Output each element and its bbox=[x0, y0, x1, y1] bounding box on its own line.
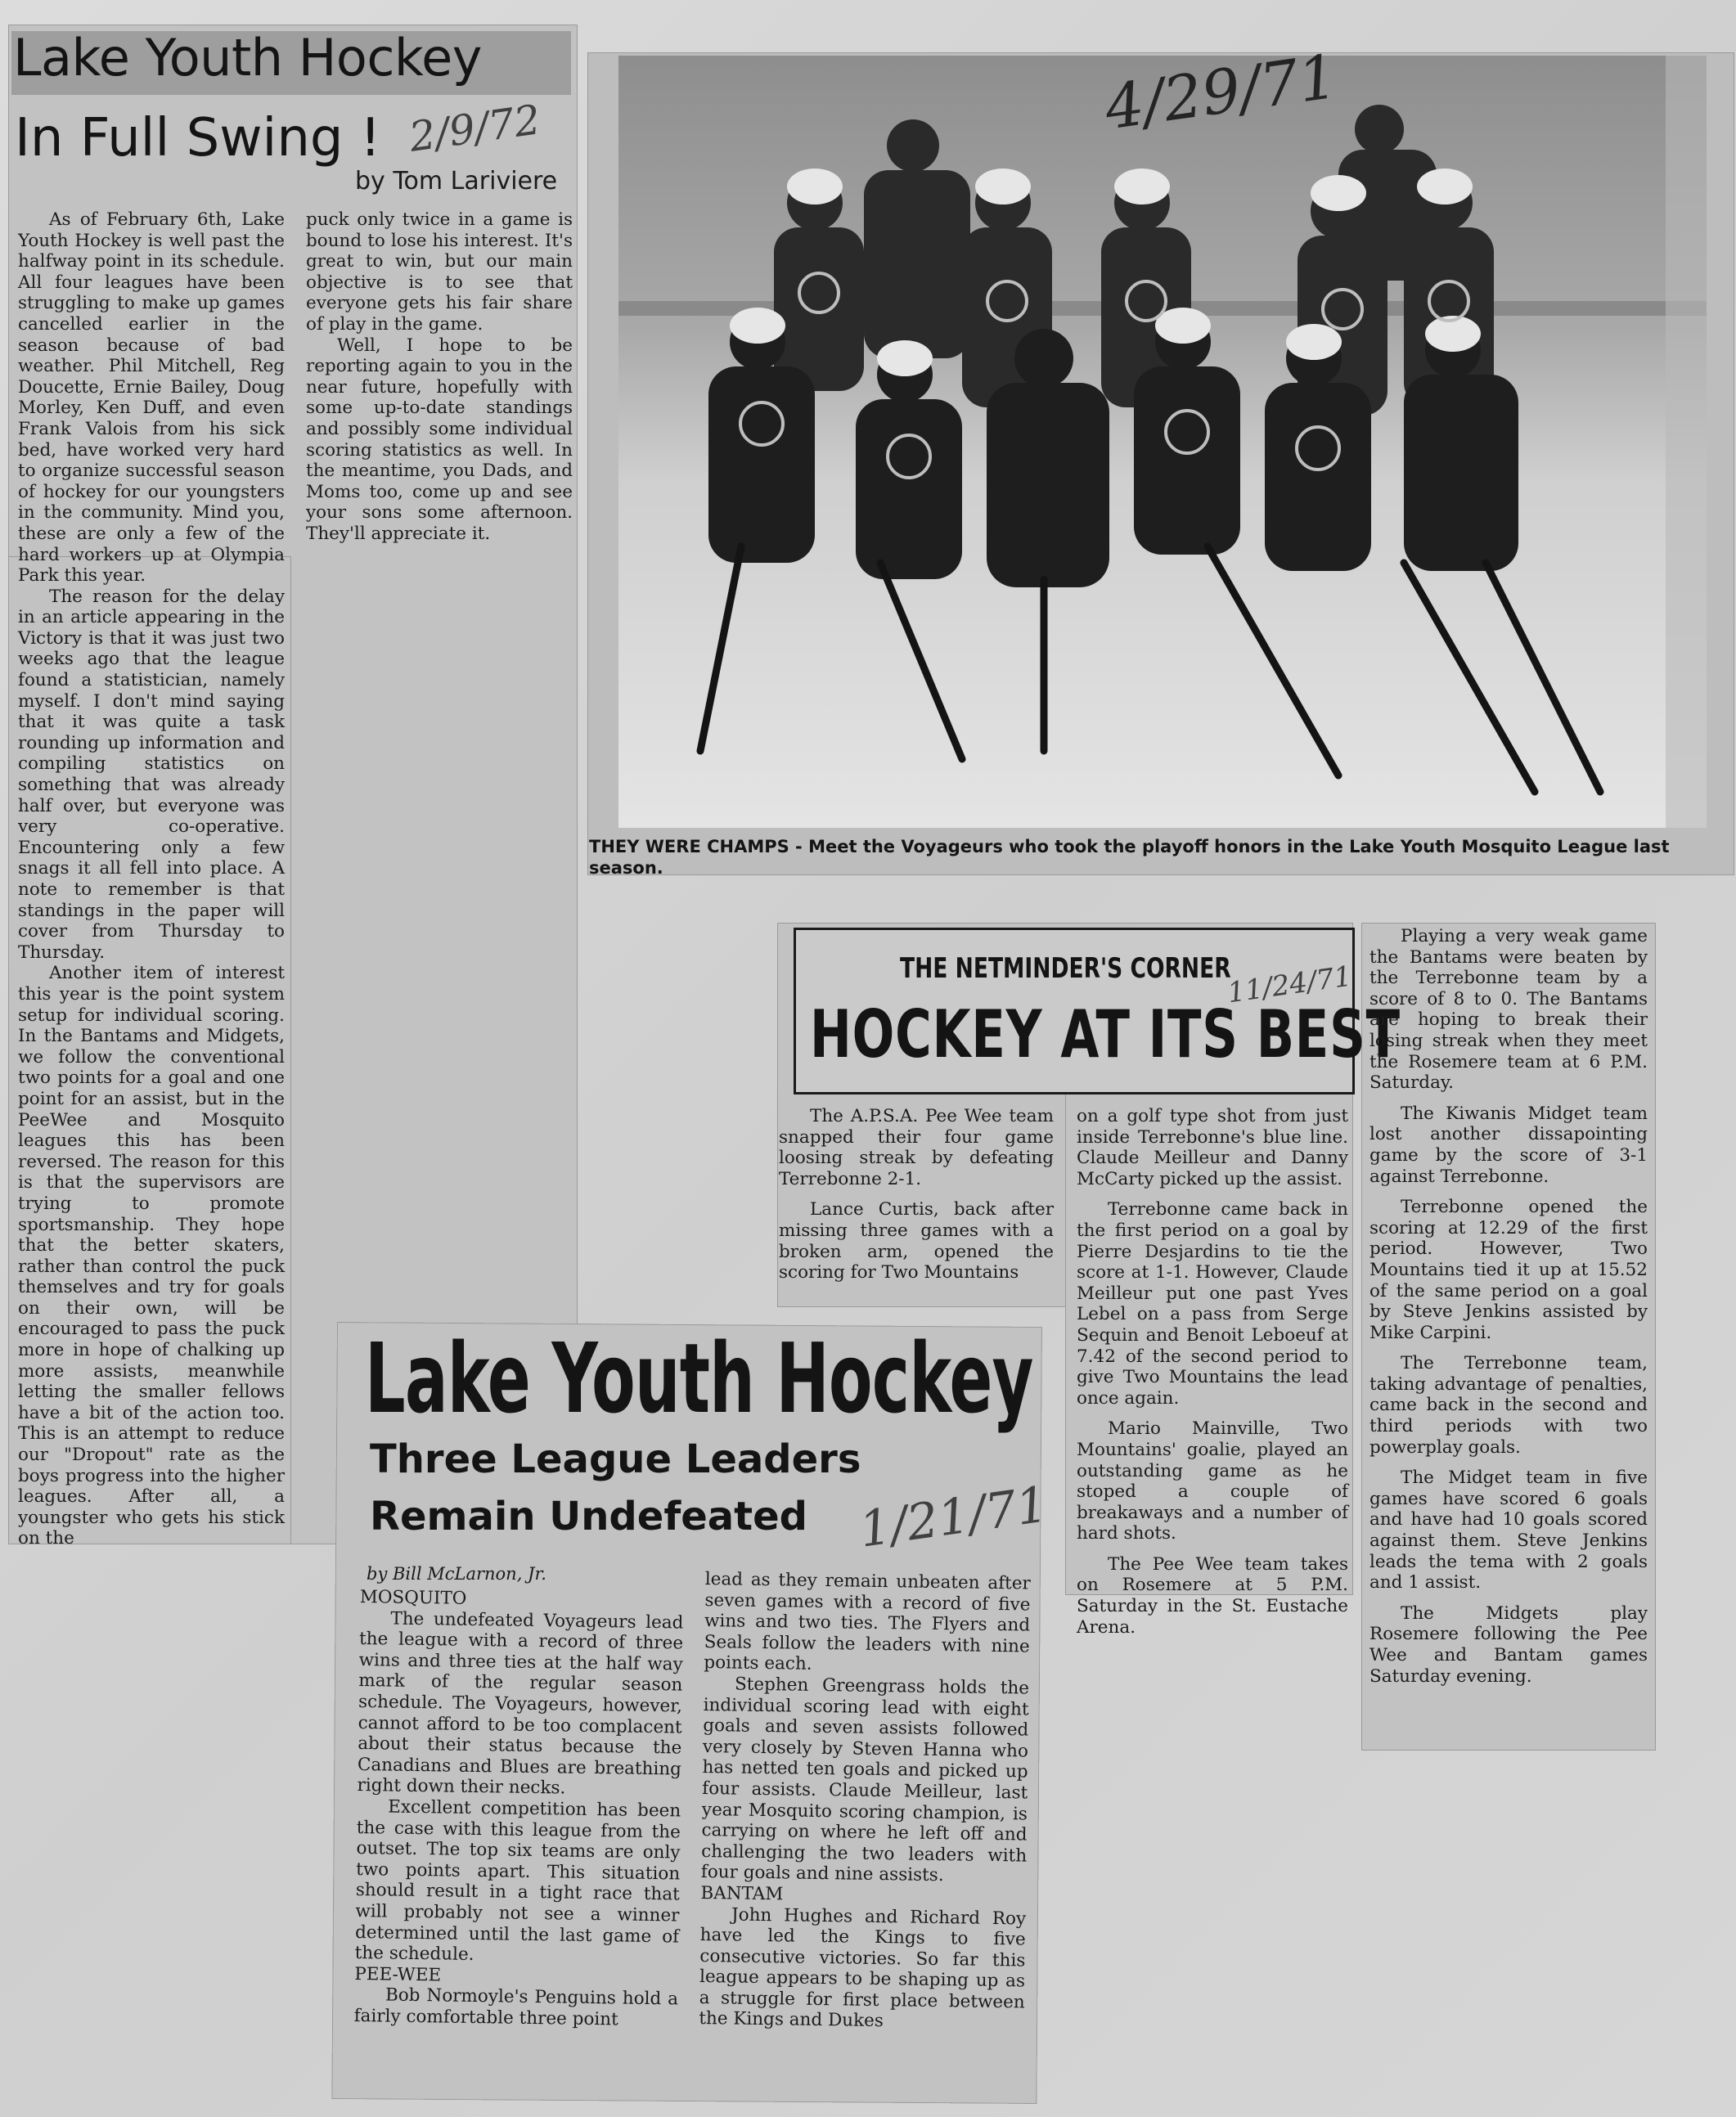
clipping4-column-2 bbox=[699, 1569, 1031, 2034]
section-subhead: MOSQUITO bbox=[359, 1587, 467, 1609]
paragraph: The reason for the delay in an article appearing in the Victory is that it was just two weeks ago that the league found a statistician, namely myself. I don't mind saying that it was quite a task rounding up information and compiling statistics on something that was already half over, but everyone was very co-operative. Encountering only a few snags it all fell into place. A note to remember is that standings in the paper will cover from Thursday to Thursday. bbox=[18, 586, 285, 963]
paragraph: Lance Curtis, back after missing three games with a broken arm, opened the scoring for Two Mountains bbox=[779, 1199, 1054, 1283]
clipping3-headline: HOCKEY AT ITS BEST bbox=[810, 996, 1401, 1072]
section-subhead: BANTAM bbox=[700, 1882, 784, 1905]
paragraph: Stephen Greengrass holds the individual scoring lead with eight goals and seven assists followed very closely by Steven Hanna who has netted ten goals and picked up four assists. Claude Meilleur, last year Mosquito scoring champion, is carrying on where he left off and challenging the two leaders with four goals and nine assists. bbox=[700, 1674, 1030, 1886]
paragraph: Terrebonne came back in the first period on a goal by Pierre Desjardins to tie the score at 1-1. However, Claude Meilleur put one past Yves Lebel on a pass from Serge Sequin and Benoit Leboeuf at 7.42 of the second period to give Two Mountains the lead once again. bbox=[1077, 1199, 1348, 1409]
photo-caption: THEY WERE CHAMPS - Meet the Voyageurs who took the playoff honors in the Lake Youth Mosquito League last season. bbox=[589, 837, 1670, 878]
clipping3-column-2 bbox=[1077, 1106, 1348, 1638]
clipping4-subtitle-line2: Remain Undefeated bbox=[370, 1494, 808, 1539]
clipping1-title-line1: Lake Youth Hockey bbox=[13, 28, 482, 88]
paragraph: John Hughes and Richard Roy have led the Kings to five consecutive victories. So far this league appears to be shaping up as a struggle for first place between the Kings and Dukes bbox=[699, 1904, 1027, 2032]
clipping4-title: Lake Youth Hockey bbox=[365, 1322, 1033, 1435]
team-photo-drawing bbox=[618, 56, 1707, 828]
paragraph: The Pee Wee team takes on Rosemere at 5 P.M. Saturday in the St. Eustache Arena. bbox=[1077, 1553, 1348, 1638]
paragraph: Well, I hope to be reporting again to you in the near future, hopefully with some up-to-date standings and possibly some individual scoring statistics as well. In the meantime, you Dads, and Moms too, come up and see your sons some afternoon. They'll appreciate it. bbox=[306, 335, 573, 544]
paragraph: The A.P.S.A. Pee Wee team snapped their four game loosing streak by defeating Terrebonne 2-1. bbox=[779, 1106, 1054, 1189]
paragraph: The Midgets play Rosemere following the Pee Wee and Bantam games Saturday evening. bbox=[1369, 1602, 1648, 1687]
paragraph: on a golf type shot from just inside Terrebonne's blue line. Claude Meilleur and Danny McCarty picked up the assist. bbox=[1077, 1106, 1348, 1189]
paragraph: Terrebonne opened the scoring at 12.29 of the first period. However, Two Mountains tied it up at 15.52 of the same period on a goal by Steve Jenkins assisted by Mike Carpini. bbox=[1369, 1197, 1648, 1343]
clipping4-subtitle-line1: Three League Leaders bbox=[370, 1436, 861, 1482]
paragraph: The Kiwanis Midget team lost another dissapointing game by the score of 3-1 against Terrebonne. bbox=[1369, 1103, 1648, 1187]
section-subhead: PEE-WEE bbox=[354, 1963, 442, 1986]
paragraph: lead as they remain unbeaten after seven games with a record of five wins and two ties. The Flyers and Seals follow the leaders with nine points each. bbox=[704, 1569, 1031, 1675]
paragraph: The Terrebonne team, taking advantage of penalties, came back in the second and third periods with two powerplay goals. bbox=[1369, 1353, 1648, 1458]
clipping3-column-3 bbox=[1369, 926, 1648, 1687]
clipping1-column-1 bbox=[18, 209, 285, 1549]
paragraph: Playing a very weak game the Bantams were beaten by the Terrebonne team by a score of 8 to 0. The Bantams are hoping to break their losing streak when they meet the Rosemere team at 6 P.M. Saturday. bbox=[1369, 926, 1648, 1094]
paragraph: puck only twice in a game is bound to lose his interest. It's great to win, but our main objective is to see that everyone gets his fair share of play in the game. bbox=[306, 209, 573, 335]
paragraph: Bob Normoyle's Penguins hold a fairly comfortable three point bbox=[353, 1984, 679, 2030]
paragraph: Another item of interest this year is the point system setup for individual scoring. In the Bantams and Midgets, we follow the conventional two points for a goal and one point for an assist, but in the PeeWee and Mosquito leagues this has been reversed. The reason for this is that the supervisors are trying to promote sportsmanship. They hope that the better skaters, rather than control the puck themselves and try for goals on their own, will be encouraged to pass the puck more in hope of chalking up more assists, meanwhile letting the smaller fellows have a bit of the action too. This is an attempt to reduce our "Dropout" rate as the boys progress into the higher leagues. After all, a youngster who gets his stick on the bbox=[18, 963, 285, 1549]
clipping1-column-2 bbox=[306, 209, 573, 545]
clipping4-column-1 bbox=[353, 1587, 683, 2031]
paragraph: Mario Mainville, Two Mountains' goalie, played an outstanding game as he stoped a couple of breakaways and a number of hard shots. bbox=[1077, 1418, 1348, 1544]
clipping1-handwritten-date: 2/9/72 bbox=[406, 96, 544, 161]
clipping4-handwritten-date: 1/21/71 bbox=[856, 1476, 1052, 1559]
clipping1-byline: by Tom Lariviere bbox=[355, 167, 558, 196]
paragraph: The Midget team in five games have scored 6 goals and have had 10 goals scored against them. Steve Jenkins leads the tema with 2 goals and 1 assist. bbox=[1369, 1468, 1648, 1593]
paragraph: The undefeated Voyageurs lead the league with a record of three wins and three ties at the half way mark of the regular season schedule. The Voyageurs, however, cannot afford to be too complacent about their status because the Canadians and Blues are breathing right down their necks. bbox=[357, 1608, 684, 1799]
team-photo bbox=[618, 56, 1707, 828]
clipping3-column-1 bbox=[779, 1106, 1054, 1283]
clipping3-handwritten-date: 11/24/71 bbox=[1225, 960, 1354, 1010]
paragraph: Excellent competition has been the case with this league from the outset. The top six teams are only two points apart. This situation should result in a tight race that will probably not see a winner determined until the last game of the schedule. bbox=[354, 1796, 681, 1966]
clipping3-kicker: THE NETMINDER'S CORNER bbox=[900, 952, 1231, 985]
photo-handwritten-date: 4/29/71 bbox=[1100, 41, 1342, 144]
clipping1-title-line2: In Full Swing ! bbox=[15, 108, 381, 169]
clipping4-byline: by Bill McLarnon, Jr. bbox=[367, 1564, 546, 1584]
paragraph: As of February 6th, Lake Youth Hockey is well past the halfway point in its schedule. All four leagues have been struggling to make up games cancelled earlier in the season because of bad weather. Phil Mitchell, Reg Doucette, Ernie Bailey, Doug Morley, Ken Duff, and even Frank Valois from his sick bed, have worked very hard to organize successful season of hockey for our youngsters in the community. Mind you, these are only a few of the hard workers up at Olympia Park this year. bbox=[18, 209, 285, 587]
